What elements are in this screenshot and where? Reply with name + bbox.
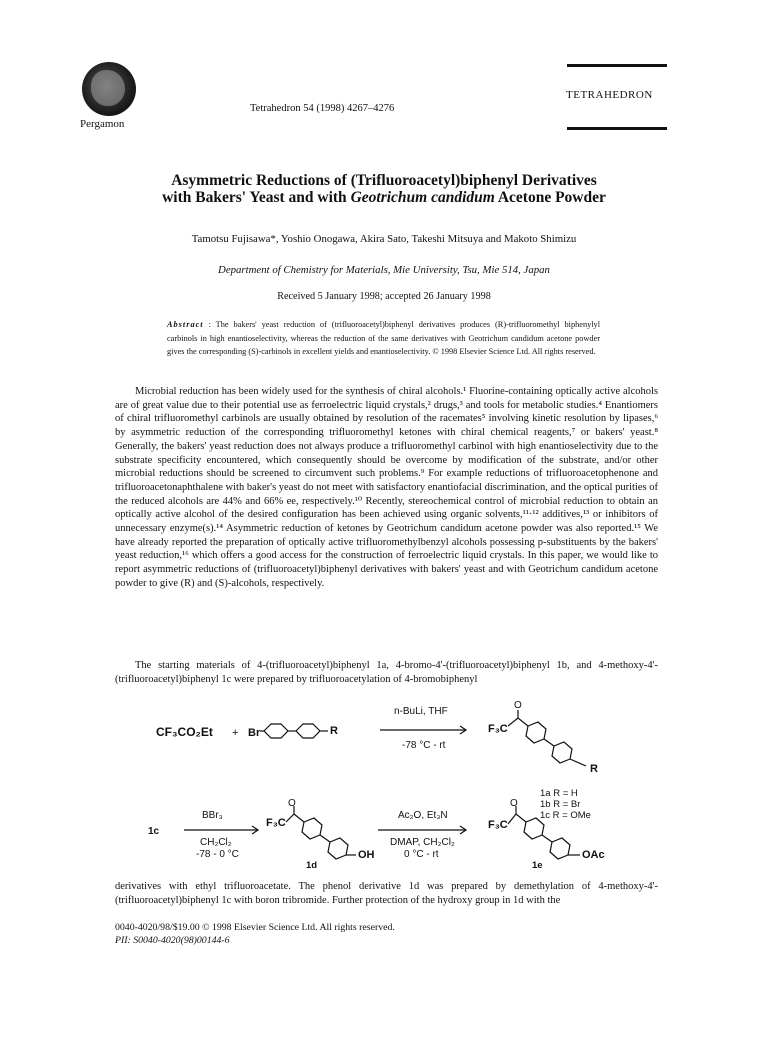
journal-reference: Tetrahedron 54 (1998) 4267–4276 <box>250 103 395 114</box>
scheme-ring-1e-b <box>550 838 570 859</box>
scheme-ring-1b <box>296 724 320 738</box>
scheme-cond2-bottom: -78 - 0 °C <box>196 849 239 860</box>
body-paragraph-3: derivatives with ethyl trifluoroacetate. The phenol derivative 1d was prepared by demethylation of 4-methoxy-4'-(trifluoroacetyl)biphenyl 1c with boron tribromide. Further protection of the hydroxy group in 1d with the <box>115 881 658 906</box>
scheme-oac: OAc <box>582 849 605 861</box>
scheme-br: Br <box>248 727 261 739</box>
author-list: Tamotsu Fujisawa*, Yoshio Onogawa, Akira Sato, Takeshi Mitsuya and Makoto Shimizu <box>191 233 577 245</box>
scheme-reagent-ethyl-trifluoroacetate: CF₃CO₂Et <box>156 725 213 739</box>
scheme-cond2-top: BBr₃ <box>202 810 223 821</box>
scheme-plus: + <box>232 727 239 739</box>
journal-name: TETRAHEDRON <box>566 89 653 101</box>
header-rule-bottom <box>567 127 667 130</box>
scheme-list-1b: 1b R = Br <box>540 799 581 810</box>
scheme-list-1a: 1a R = H <box>540 788 578 799</box>
scheme-f3c-1: F₃C <box>488 723 508 735</box>
article-title <box>0 172 768 206</box>
scheme-ring-1a <box>264 724 288 738</box>
received-dates: Received 5 January 1998; accepted 26 January 1998 <box>277 291 491 302</box>
scheme-r-product: R <box>590 763 598 775</box>
scheme-ring-product-1b <box>552 742 572 763</box>
scheme-o-2: O <box>288 798 296 809</box>
scheme-ring-product-1a <box>526 722 546 743</box>
publisher-name: Pergamon <box>80 118 125 130</box>
title-line-1: Asymmetric Reductions of (Trifluoroacetyl)biphenyl Derivatives <box>171 172 597 189</box>
scheme-oh: OH <box>358 849 375 861</box>
scheme-f3c-2: F₃C <box>266 817 286 829</box>
scheme-cond1-top: n-BuLi, THF <box>394 706 448 717</box>
reaction-scheme <box>140 700 660 880</box>
scheme-cond2-mid: CH₂Cl₂ <box>200 837 232 848</box>
scheme-cond1-bottom: -78 °C - rt <box>402 740 446 751</box>
scheme-ring-1d-a <box>302 818 322 839</box>
scheme-o-1: O <box>514 700 522 711</box>
scheme-r: R <box>330 725 338 737</box>
footer-pii: PII: S0040-4020(98)00144-6 <box>115 935 230 946</box>
abstract-text: : The bakers' yeast reduction of (trifluoroacetyl)biphenyl derivatives produces (R)-trifluoromethyl biphenylyl carbinols in high enantioselectivity, whereas the reduction of the same derivatives with Geotrichum candidum acetone powder gives the corresponding (S)-carbinols in excellent yields and enantioselectivity. © 1998 Elsevier Science Ltd. All rights reserved. <box>167 320 601 356</box>
scheme-ring-1d-b <box>328 838 348 859</box>
scheme-f3c-3: F₃C <box>488 819 508 831</box>
scheme-label-1d: 1d <box>306 860 318 871</box>
body-paragraph-1: Microbial reduction has been widely used for the synthesis of chiral alcohols.¹ Fluorine-containing optically active alcohols are of great value due to their potential use as ferroelectric liquid crystals,² drugs,³ and tools for metabolic studies.⁴ Enantiomers of chiral trifluoromethyl carbinols are usually obtained by resolution of the racemates⁵ involving kinetic resolution by lipases,⁶ by asymmetric reduction of the corresponding trifluoromethyl ketones with chiral chemical reagents,⁷ or bakers' yeast.⁸ Generally, the bakers' yeast reduction does not always produce a trifluoromethyl carbinol with high enantioselectivity due to the substrate specificity encountered, which consequently should be overcome by modification of the substrate, and/or other microbial reductions should be screened to circumvent such problems.⁹ For example reductions of trifluoroacetophenone and trifluoroacetonaphthalene with baker's yeast do not meet with satisfactory enantiofacial discrimination, and the optical purities of the reduced alcohols are 44% and 66% ee, respectively.¹⁰ Recently, stereochemical control of microbial reduction to obtain an optically active alcohol of the desired configuration has been achieved using organic solvents,¹¹·¹² additives,¹³ or inhibitors of unnecessary enzyme(s).¹⁴ Asymmetric reduction of ketones by Geotrichum candidum acetone powder was also reported.¹⁵ We have already reported the preparation of optically active trifluoromethylbenzyl alcohols possessing p-substituents by the bakers' yeast reduction,¹⁶ which offers a good access for the construction of ferroelectric liquid crystals. In this paper, we would like to report asymmetric reductions of (trifluoroacetyl)biphenyl derivatives with bakers' yeast and with Geotrichum candidum acetone powder to give (R) and (S)-alcohols, respectively. <box>115 386 658 589</box>
scheme-cond3-mid: DMAP, CH₂Cl₂ <box>390 837 455 848</box>
scheme-ring-1e-a <box>524 818 544 839</box>
abstract-label: Abstract <box>167 320 204 329</box>
footer-copyright: 0040-4020/98/$19.00 © 1998 Elsevier Science Ltd. All rights reserved. <box>115 922 395 933</box>
scheme-start-1c: 1c <box>148 826 160 837</box>
footer <box>115 921 395 947</box>
header-rule-top <box>567 64 667 67</box>
scheme-label-1e: 1e <box>532 860 543 871</box>
affiliation: Department of Chemistry for Materials, Mie University, Tsu, Mie 514, Japan <box>218 264 550 276</box>
body-paragraph-2: The starting materials of 4-(trifluoroacetyl)biphenyl 1a, 4-bromo-4'-(trifluoroacetyl)biphenyl 1b, and 4-methoxy-4'-(trifluoroacetyl)biphenyl 1c were prepared by trifluoroacetylation of 4-bromobiphenyl <box>115 660 658 685</box>
scheme-o-3: O <box>510 798 518 809</box>
title-line-2: with Bakers' Yeast and with Geotrichum candidum Acetone Powder <box>162 189 606 206</box>
abstract <box>167 318 600 359</box>
scheme-list-1c: 1c R = OMe <box>540 810 591 821</box>
pergamon-logo-icon <box>82 62 136 116</box>
scheme-cond3-bottom: 0 °C - rt <box>404 849 439 860</box>
scheme-cond3-top: Ac₂O, Et₃N <box>398 810 448 821</box>
